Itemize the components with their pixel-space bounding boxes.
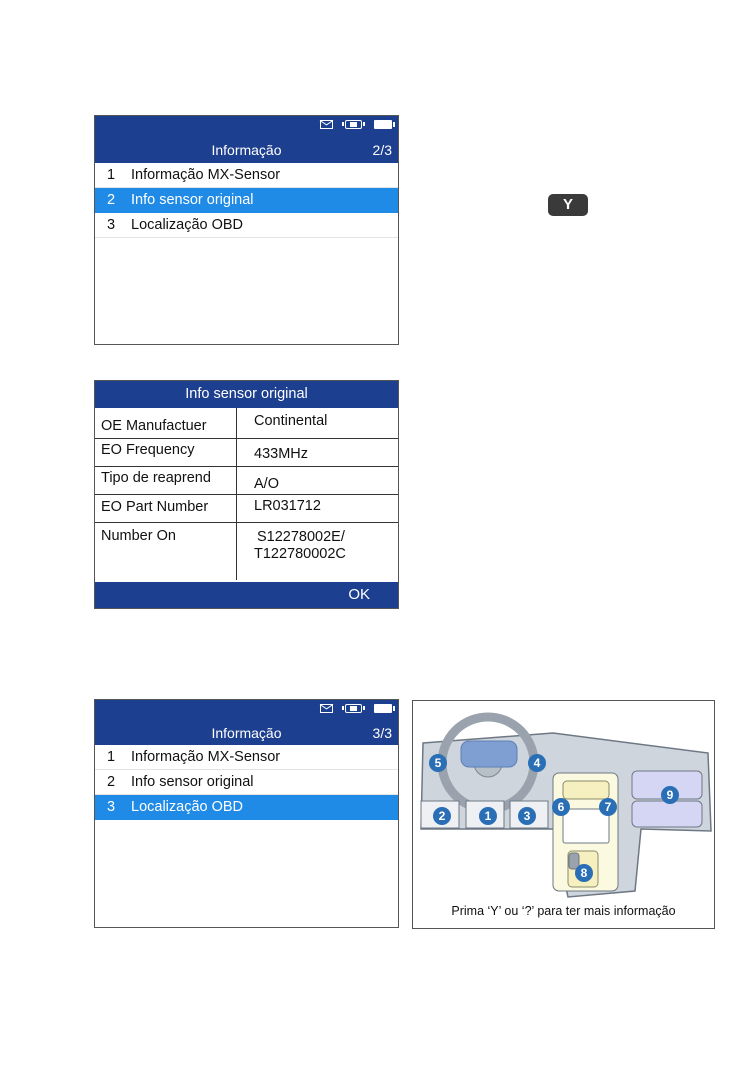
menu-item-label: Informação MX-Sensor (131, 749, 281, 765)
row-value-text-2: T122780002C (254, 545, 346, 562)
row-value (237, 522, 399, 580)
row-key-text: OE Manufactuer (101, 418, 207, 434)
info-menu-screen-1 (94, 115, 399, 345)
menu-item-obd-location[interactable] (95, 795, 398, 820)
menu-item-original-sensor[interactable] (95, 188, 398, 213)
marker-9-label: 9 (666, 788, 674, 802)
vehicle-battery-icon (345, 704, 362, 713)
status-icons (320, 704, 392, 713)
battery-icon (374, 704, 392, 713)
info-menu-screen-3 (94, 699, 399, 928)
row-key-text: EO Frequency (101, 441, 195, 458)
menu-item-number: 1 (107, 749, 116, 765)
page-indicator: 2/3 (372, 142, 392, 158)
screen-title: Informação (211, 725, 282, 741)
row-key (95, 522, 237, 580)
row-key-text: Tipo de reaprend (101, 469, 211, 486)
table-row (95, 494, 398, 522)
menu-item-original-sensor[interactable] (95, 770, 398, 795)
menu-item-label: Localização OBD (131, 217, 244, 233)
row-value (237, 494, 399, 522)
menu-item-label: Localização OBD (131, 799, 244, 815)
menu-item-number: 3 (107, 217, 116, 233)
console-vent (563, 781, 609, 799)
row-key (95, 438, 237, 466)
menu-item-number: 2 (107, 192, 116, 208)
screen-title: Informação (211, 142, 282, 158)
row-value (237, 438, 399, 466)
menu-item-label: Informação MX-Sensor (131, 167, 281, 183)
marker-4-label: 4 (533, 756, 541, 770)
screen-title: Info sensor original (95, 381, 398, 408)
marker-2-label: 2 (438, 809, 446, 823)
mail-icon (320, 120, 333, 129)
menu-item-number: 2 (107, 774, 116, 790)
menu-item-number: 1 (107, 167, 116, 183)
dashboard-illustration (413, 701, 714, 928)
marker-8-label: 8 (580, 866, 588, 880)
menu-item-mx-sensor[interactable] (95, 163, 398, 188)
marker-3-label: 3 (523, 809, 531, 823)
sensor-info-table (95, 408, 398, 580)
diagram-caption: Prima ‘Y’ ou ‘?’ para ter mais informação (451, 904, 676, 918)
row-key (95, 466, 237, 494)
row-value-text: 433MHz (254, 445, 308, 462)
marker-7-label: 7 (604, 800, 612, 814)
row-value-text: A/O (254, 475, 279, 492)
menu-item-obd-location[interactable] (95, 213, 398, 238)
screen-footer (95, 582, 398, 608)
row-key-text: Number On (101, 527, 176, 544)
row-key (95, 408, 237, 438)
y-key-button[interactable]: Y (548, 194, 588, 216)
row-value-text: LR031712 (254, 497, 321, 514)
table-row (95, 408, 398, 438)
menu-item-label: Info sensor original (131, 192, 254, 208)
menu-item-mx-sensor[interactable] (95, 745, 398, 770)
page-indicator: 3/3 (372, 725, 392, 741)
battery-icon (374, 120, 392, 129)
instrument-cluster (461, 741, 517, 767)
obd-location-diagram (412, 700, 715, 929)
row-value (237, 466, 399, 494)
ok-button[interactable]: OK (348, 586, 370, 603)
row-value-text: S12278002E/ (257, 528, 345, 545)
marker-6-label: 6 (557, 800, 565, 814)
row-key (95, 494, 237, 522)
marker-5-label: 5 (434, 756, 442, 770)
table-row (95, 438, 398, 466)
menu-item-number: 3 (107, 799, 116, 815)
row-key-text: EO Part Number (101, 498, 209, 515)
table-row (95, 466, 398, 494)
status-icons (320, 120, 392, 129)
screen-header (95, 116, 398, 163)
original-sensor-info-screen (94, 380, 399, 609)
table-row (95, 522, 398, 580)
menu-item-label: Info sensor original (131, 774, 254, 790)
mail-icon (320, 704, 333, 713)
row-value (237, 408, 399, 438)
gear-shift (569, 853, 579, 869)
marker-1-label: 1 (484, 809, 492, 823)
vehicle-battery-icon (345, 120, 362, 129)
glove-box-lower (632, 801, 702, 827)
screen-header (95, 700, 398, 745)
row-value-text: Continental (254, 413, 328, 429)
console-screen (563, 809, 609, 843)
